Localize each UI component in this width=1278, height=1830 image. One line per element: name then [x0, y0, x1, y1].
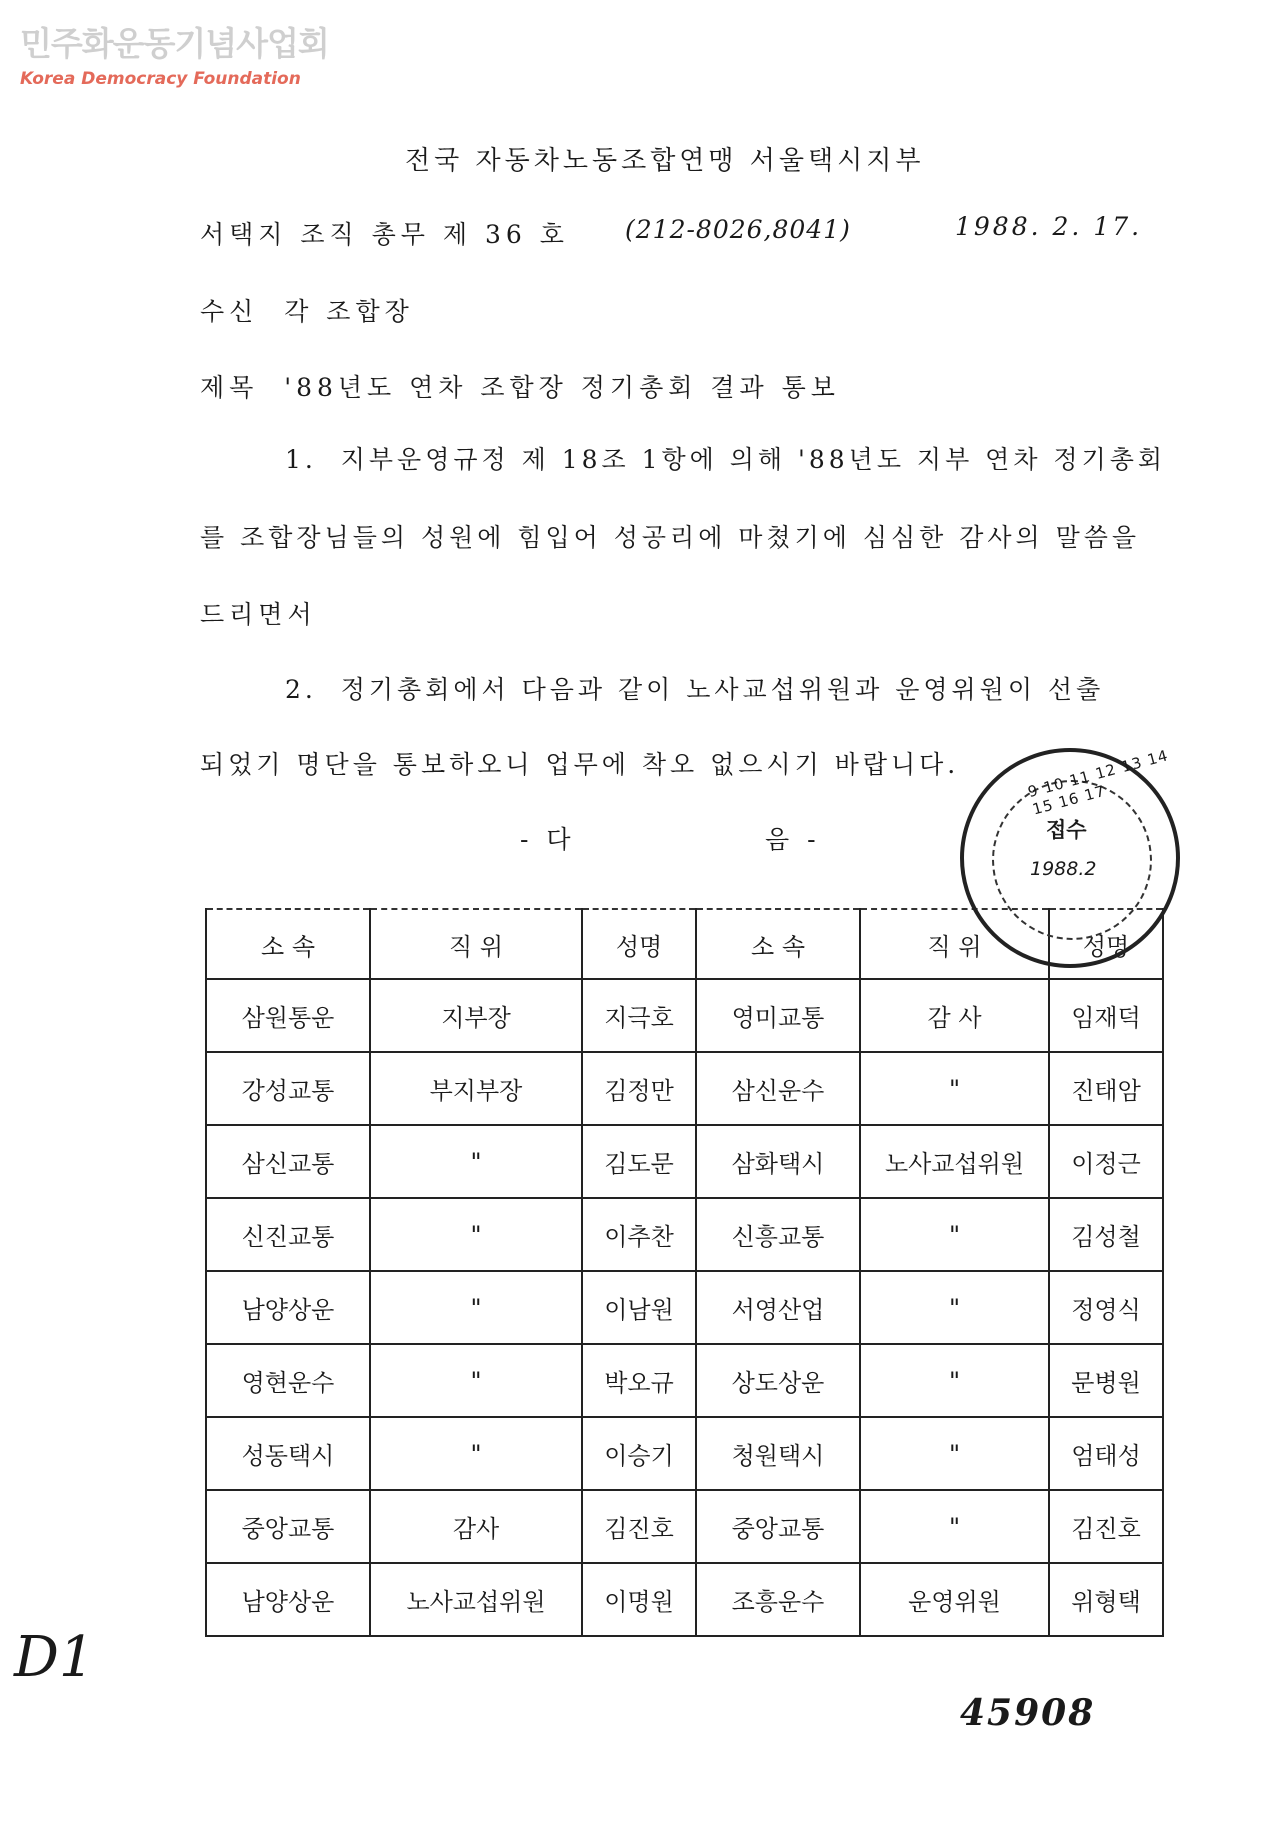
roster-cell: 지부장	[370, 979, 582, 1052]
roster-cell: 진태암	[1049, 1052, 1163, 1125]
roster-row	[206, 1198, 1163, 1271]
stamp-label: 접수	[1046, 818, 1087, 842]
roster-cell: "	[370, 1344, 582, 1417]
stamp-numbers: 9 10 11 12 13 14 15 16 17	[1025, 746, 1171, 819]
paragraph-2-line-2: 되었기 명단을 통보하오니 업무에 착오 없으시기 바랍니다.	[200, 750, 960, 779]
notice-heading-right: 음 -	[765, 825, 821, 854]
roster-cell: 위형택	[1049, 1563, 1163, 1636]
subject-line: 제목 '88년도 연차 조합장 정기총회 결과 통보	[200, 373, 840, 402]
roster-cell: 노사교섭위원	[860, 1125, 1049, 1198]
watermark-korean: 민주화운동기념사업회	[20, 24, 329, 63]
roster-cell: 강성교통	[206, 1052, 370, 1125]
roster-cell: 신진교통	[206, 1198, 370, 1271]
roster-cell: 이승기	[582, 1417, 696, 1490]
letter-title: 전국 자동차노동조합연맹 서울택시지부	[405, 146, 925, 176]
header-name-2: 성명	[1049, 909, 1163, 979]
paragraph-1-line-2: 를 조합장님들의 성원에 힘입어 성공리에 마쳤기에 심심한 감사의 말씀을	[200, 523, 1141, 552]
roster-cell: 이정근	[1049, 1125, 1163, 1198]
header-name: 성명	[582, 909, 696, 979]
roster-cell: "	[860, 1417, 1049, 1490]
paragraph-1-line-3: 드리면서	[200, 600, 317, 629]
roster-row	[206, 1271, 1163, 1344]
receipt-stamp	[960, 748, 1180, 968]
handwritten-id-number: 45908	[960, 1692, 1096, 1734]
roster-cell: 정영식	[1049, 1271, 1163, 1344]
stamp-date: 1988.2	[1030, 858, 1097, 880]
roster-row	[206, 1563, 1163, 1636]
roster-cell: 삼신운수	[696, 1052, 860, 1125]
roster-cell: 박오규	[582, 1344, 696, 1417]
roster-cell: 영현운수	[206, 1344, 370, 1417]
roster-cell: 운영위원	[860, 1563, 1049, 1636]
roster-cell: 김성철	[1049, 1198, 1163, 1271]
roster-cell: 노사교섭위원	[370, 1563, 582, 1636]
roster-cell: 신흥교통	[696, 1198, 860, 1271]
roster-row	[206, 1490, 1163, 1563]
roster-cell: 엄태성	[1049, 1417, 1163, 1490]
roster-cell: 서영산업	[696, 1271, 860, 1344]
roster-cell: 삼원통운	[206, 979, 370, 1052]
roster-cell: 감사	[370, 1490, 582, 1563]
roster-cell: 중앙교통	[696, 1490, 860, 1563]
roster-cell: "	[860, 1198, 1049, 1271]
roster-cell: "	[860, 1271, 1049, 1344]
paragraph-2-line-1: 2. 정기총회에서 다음과 같이 노사교섭위원과 운영위원이 선출	[285, 675, 1105, 704]
roster-row	[206, 1052, 1163, 1125]
roster-row	[206, 1417, 1163, 1490]
recipient-line: 수신 각 조합장	[200, 297, 414, 326]
roster-row	[206, 1344, 1163, 1417]
roster-cell: 김진호	[582, 1490, 696, 1563]
roster-cell: 이추찬	[582, 1198, 696, 1271]
roster-cell: 삼신교통	[206, 1125, 370, 1198]
watermark-english: Korea Democracy Foundation	[20, 69, 301, 89]
roster-cell: "	[370, 1125, 582, 1198]
roster-row	[206, 1125, 1163, 1198]
roster-cell: 삼화택시	[696, 1125, 860, 1198]
header-affiliation-2: 소 속	[696, 909, 860, 979]
roster-cell: 부지부장	[370, 1052, 582, 1125]
header-affiliation: 소 속	[206, 909, 370, 979]
roster-cell: 문병원	[1049, 1344, 1163, 1417]
phone-number: (212-8026,8041)	[625, 215, 851, 244]
roster-table	[205, 908, 1164, 1637]
header-position: 직 위	[370, 909, 582, 979]
roster-cell: 지극호	[582, 979, 696, 1052]
roster-cell: 영미교통	[696, 979, 860, 1052]
handwritten-left-mark: D1	[14, 1625, 95, 1690]
roster-cell: "	[370, 1417, 582, 1490]
letter-date: 1988. 2. 17.	[955, 212, 1143, 241]
document-number: 서택지 조직 총무 제 36 호	[200, 220, 569, 249]
roster-cell: 조흥운수	[696, 1563, 860, 1636]
roster-cell: 김정만	[582, 1052, 696, 1125]
roster-cell: "	[860, 1052, 1049, 1125]
roster-cell: "	[370, 1198, 582, 1271]
roster-row	[206, 979, 1163, 1052]
notice-heading-left: - 다	[520, 825, 576, 854]
roster-cell: 청원택시	[696, 1417, 860, 1490]
roster-cell: 이남원	[582, 1271, 696, 1344]
roster-cell: 남양상운	[206, 1563, 370, 1636]
paragraph-1-line-1: 1. 지부운영규정 제 18조 1항에 의해 '88년도 지부 연차 정기총회	[285, 445, 1167, 474]
roster-cell: 상도상운	[696, 1344, 860, 1417]
roster-cell: 감 사	[860, 979, 1049, 1052]
roster-cell: 남양상운	[206, 1271, 370, 1344]
roster-cell: "	[860, 1490, 1049, 1563]
roster-cell: 김진호	[1049, 1490, 1163, 1563]
roster-cell: 중앙교통	[206, 1490, 370, 1563]
roster-cell: "	[370, 1271, 582, 1344]
header-position-2: 직 위	[860, 909, 1049, 979]
watermark	[20, 18, 329, 89]
roster-cell: 성동택시	[206, 1417, 370, 1490]
roster-cell: 이명원	[582, 1563, 696, 1636]
roster-cell: "	[860, 1344, 1049, 1417]
roster-cell: 임재덕	[1049, 979, 1163, 1052]
roster-cell: 김도문	[582, 1125, 696, 1198]
